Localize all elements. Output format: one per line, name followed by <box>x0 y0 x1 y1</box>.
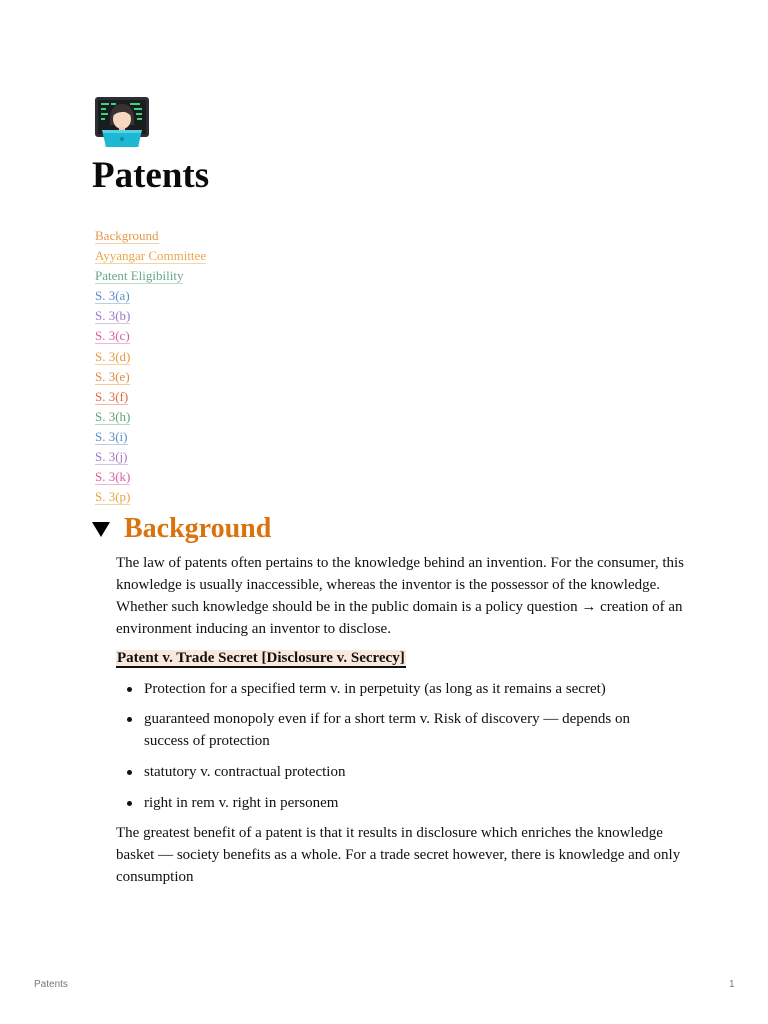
bullet-icon <box>127 770 132 775</box>
list-item-text: statutory v. contractual protection <box>144 764 346 780</box>
bullet-icon <box>127 801 132 806</box>
section-heading-background: Background <box>124 513 272 544</box>
bullet-icon <box>127 687 132 692</box>
paragraph: The greatest benefit of a patent is that it results in disclosure which enriches the knowledge basket — society benefits as a whole. For a trade secret however, there is knowledge and only consumption <box>116 825 681 885</box>
table-of-contents <box>95 226 206 507</box>
list-item <box>116 678 676 700</box>
toc-link-s3e[interactable]: S. 3(e) <box>95 368 130 384</box>
bullet-icon <box>127 717 132 722</box>
toc-link-s3j[interactable]: S. 3(j) <box>95 449 128 465</box>
list-item-text: Protection for a specified term v. in perpetuity (as long as it remains a secret) <box>144 681 606 697</box>
footer-document-name: Patents <box>34 979 68 990</box>
toc-link-s3c[interactable]: S. 3(c) <box>95 328 130 344</box>
toc-link-patent-eligibility[interactable]: Patent Eligibility <box>95 268 184 284</box>
list-item-text: right in rem v. right in personem <box>144 795 339 811</box>
bullet-list <box>116 678 676 814</box>
toc-link-s3d[interactable]: S. 3(d) <box>95 348 131 364</box>
background-toggle[interactable] <box>92 514 271 544</box>
paragraph: The law of patents often pertains to the knowledge behind an invention. For the consumer, this knowledge is usually inaccessible, whereas the inventor is the possessor of the knowledge. Whether such knowledge should be in the public domain is a policy question → creation of an environment inducing an inventor to disclose. <box>116 555 685 637</box>
list-item <box>116 761 676 783</box>
technologist-laptop-icon <box>94 95 150 147</box>
footer-page-number: 1 <box>729 979 735 990</box>
toc-link-s3f[interactable]: S. 3(f) <box>95 388 129 404</box>
list-item <box>116 792 676 814</box>
toc-link-s3h[interactable]: S. 3(h) <box>95 408 131 424</box>
page-title: Patents <box>92 155 210 196</box>
subheading-text: Patent v. Trade Secret [Disclosure v. Secrecy] <box>117 650 405 666</box>
toc-link-s3k[interactable]: S. 3(k) <box>95 469 131 485</box>
toc-link-s3a[interactable]: S. 3(a) <box>95 288 130 304</box>
list-item-text: guaranteed monopoly even if for a short term v. Risk of discovery — depends on success of protection <box>144 711 630 749</box>
triangle-down-icon[interactable] <box>92 522 110 537</box>
toc-link-s3b[interactable]: S. 3(b) <box>95 308 131 324</box>
toc-link-ayyangar-committee[interactable]: Ayyangar Committee <box>95 248 207 264</box>
toc-link-s3p[interactable]: S. 3(p) <box>95 489 131 505</box>
toc-link-s3i[interactable]: S. 3(i) <box>95 428 128 444</box>
toc-link-background[interactable]: Background <box>95 228 159 243</box>
list-item <box>116 708 676 752</box>
subheading-patent-v-trade-secret <box>116 647 406 669</box>
